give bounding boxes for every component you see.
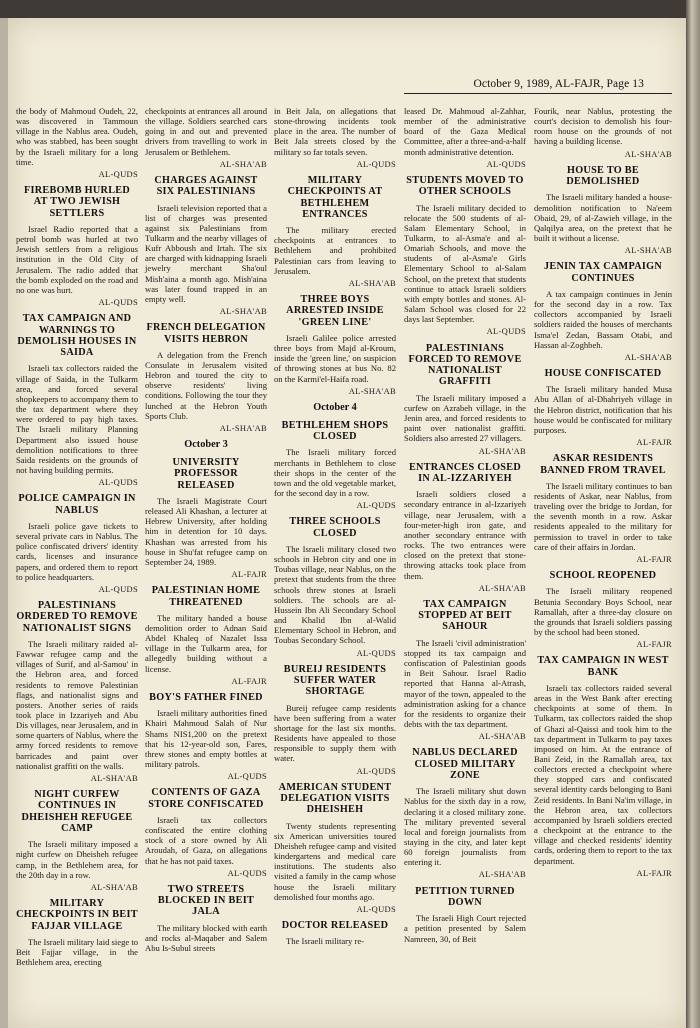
article-paragraph: The military erected checkpoints at entrances to Bethlehem and prohibited Palestinian cars from leaving to Jerusalem. [274,225,396,276]
source-credit: AL-QUDS [356,903,396,914]
article-headline: BOY'S FATHER FINED [149,691,263,703]
source-credit: AL-QUDS [227,867,267,878]
source-credit: AL-FAJR [636,867,672,878]
source-credit: AL-QUDS [486,158,526,169]
article-paragraph: the body of Mahmoud Oudeh, 22, was discovered in Tammoun village in the Nablus area. Oudeh, who was stabbed, has been sought by the Israeli military for a long time. [16,106,138,167]
date-heading: October 4 [313,401,357,413]
article-paragraph: The Israeli 'civil administration' stopped its tax campaign and confiscation of Palestinian goods in Beit Sahour. Israel Radio reported that Hanna al-Atrash, mayor of the town, appealed to the administration asking for a chance for the residents to organize their debts with the tax department. [404,637,526,729]
source-credit: AL-SHA'AB [478,731,526,742]
source-credit: AL-QUDS [227,771,267,782]
source-credit: AL-QUDS [356,647,396,658]
source-credit: AL-QUDS [356,500,396,511]
source-credit: AL-SHA'AB [219,306,267,317]
article-paragraph: Israel Radio reported that a petrol bomb was hurled at two Jewish settlers from a religious institution in the Old City of Jerusalem. The radio added that the bomb exploded on the road and no one was hurt. [16,223,138,295]
source-credit: AL-QUDS [98,583,138,594]
article-headline: CHARGES AGAINST SIX PALESTINIANS [154,174,258,198]
article-headline: THREE SCHOOLS CLOSED [289,516,381,539]
article-headline: UNIVERSITY PROFESSOR RELEASED [172,457,240,491]
page-header: October 9, 1989, AL-FAJR, Page 13 [473,78,644,90]
article-paragraph: A delegation from the French Consulate in Jerusalem visited Hebron and toured the city to observe residents' living conditions. Following the tour they lunched at the Hebron Youth Sports Club. [145,349,267,421]
article-paragraph: The Israeli High Court rejected a petition presented by Salem Namreen, 30, of Beit [404,913,526,944]
source-credit: AL-SHA'AB [624,148,672,159]
article-headline: AMERICAN STUDENT DELEGATION VISITS DHEISHEH [278,781,392,816]
scanner-left-edge [0,18,8,1028]
column-2 [145,106,267,955]
article-paragraph: The Israeli military imposed a curfew on Azrabeh village, in the Jenin area, and forced residents to paint over nationalist graffiti. Soldiers also arrested 27 villagers. [404,392,526,444]
article-headline: DOCTOR RELEASED [281,920,389,932]
article-headline: TAX CAMPAIGN STOPPED AT BEIT SAHOUR [418,598,512,633]
article-paragraph: The Israeli military imposed a night curfew on Dheisheh refugee camp, in the Bethlehem area, for the 20th day in a row. [16,839,138,880]
article-paragraph: Israeli Galilee police arrested three boys from Majd al-Kroum, inside the 'green line,' on suspicion of throwing stones at bus No. 82 on the Karmi'el-Haifa road. [274,332,396,384]
source-credit: AL-QUDS [98,168,138,179]
article-paragraph: The Israeli military handed a house-demolition notification to Na'eem Obaid, 29, of al-Zawieh village, in the Qalqilya area, on the pretext that he built it without a license. [534,192,672,243]
article-paragraph: The Israeli military reopened Betunia Secondary Boys School, near Ramallah, after a three-day closure on the grounds that Israeli soldiers passing by the school had been stoned. [534,586,672,637]
article-headline: ENTRANCES CLOSED IN AL-IZZARIYEH [408,461,522,484]
article-headline: POLICE CAMPAIGN IN NABLUS [18,493,136,516]
source-credit: AL-FAJR [636,437,672,448]
article-paragraph: The military blocked with earth and rocks al-Maqaber and Salem Abu Is-Subul streets [145,922,267,954]
article-headline: JENIN TAX CAMPAIGN CONTINUES [543,261,663,284]
source-credit: AL-SHA'AB [624,351,672,362]
source-credit: AL-SHA'AB [478,445,526,456]
article-paragraph: The Israeli military handed Musa Abu Allan of al-Dhahriyeh village in the Hebron district, notification that his house would be confiscated for military purposes. [534,384,672,435]
article-paragraph: Israeli police gave tickets to several private cars in Nablus. The police confiscated drivers' identity cards, licenses and insurance papers, and ordered them to report to police headquarters. [16,520,138,582]
column-1 [16,106,138,969]
article-paragraph: The Israeli military raided al-Fawwar refugee camp and the villages of Surif, and al-Samou' in the Hebron area, and forced residents to remove Palestinian flags, and nationalist signs and posters. Another series of raids took place in Izzariyeh and Abu Dis villages, near Jerusalem, and in some quarters of Nablus, where the army forced residents to remove barricades and paint over nationalist graffiti on the walls. [16,638,138,771]
source-credit: AL-SHA'AB [624,245,672,256]
article-paragraph: The Israeli military continues to ban residents of Askar, near Nablus, from traveling over the bridge to Jordan, for the seventh month in a row. Askar residents appealed to the military for permission to travel in order to take care of their affairs in Jordan. [534,480,672,552]
article-paragraph: The Israeli military closed two schools in Hebron city and one in Toubas village, near Nablus, on the pretext that students from the three schools threw stones at Israeli soldiers. The schools are al-Hussein Ibn Ali Secondary School and Khalid Ibn al-Walid Elementary School in Hebron, and Toubas Secondary School. [274,544,396,646]
article-paragraph: The Israeli Magistrate Court released Ali Khashan, a lecturer at Hebrew University, after holding him in detention for 10 days. Khashan was arrested from his house in Shu'fat refugee camp on September 24, 1989. [145,495,267,567]
article-headline: HOUSE TO BE DEMOLISHED [566,164,640,188]
source-credit: AL-QUDS [356,765,396,776]
article-paragraph: Bureij refugee camp residents have been suffering from a water shortage for the last six months. Residents have appealed to those responsible to supply them with water. [274,702,396,764]
article-headline: ASKAR RESIDENTS BANNED FROM TRAVEL [540,453,666,476]
scanner-right-edge [686,0,700,1028]
source-credit: AL-FAJR [636,639,672,650]
source-credit: AL-SHA'AB [219,422,267,433]
article-paragraph: A tax campaign continues in Jenin for the second day in a row. Tax collectors accompanied by Israeli soldiers raided the houses of merchants Isma'el Zedan, Bassam Otabi, and Hassan al-Zoghbeh. [534,288,672,350]
article-headline: NIGHT CURFEW CONTINUES IN DHEISHEH REFUGEE CAMP [21,789,133,834]
article-paragraph: Fourik, near Nablus, protesting the court's decision to demolish his four-room house on the grounds of not having a building license. [534,106,672,147]
source-credit: AL-QUDS [98,477,138,488]
article-paragraph: Israeli military authorities fined Khairi Mahmoud Salah of Nur Shams NIS1,200 on the pretext that his 12-year-old son, Fares, threw stones and empty bottles at military patrols. [145,708,267,769]
article-paragraph: The Israeli military laid siege to Beit Fajjar village, in the Bethlehem area, erecting [16,936,139,968]
article-headline: BETHLEHEM SHOPS CLOSED [281,419,389,443]
article-headline: PALESTINIANS ORDERED TO REMOVE NATIONALIST SIGNS [16,599,138,634]
article-headline: NABLUS DECLARED CLOSED MILITARY ZONE [412,747,518,781]
article-paragraph: leased Dr. Mahmoud al-Zahhar, member of the administrative board of the Gaza Medical Committee, after a three-and-a-half month administrative detention. [404,106,526,157]
source-credit: AL-QUDS [356,158,396,169]
article-paragraph: Israeli television reported that a list of charges was presented against six Palestinians from Tulkarm and the nearby villages of Kufr Abboush and Irtah. The six are charged with kidnapping Israeli jewelry merchant Sha'oul Mish'aina a month ago. Mish'aina was later found trapped in an empty well. [145,202,267,304]
source-credit: AL-FAJR [636,553,672,564]
article-headline: SCHOOL REOPENED [549,570,657,582]
article-headline: STUDENTS MOVED TO OTHER SCHOOLS [406,174,524,198]
article-headline: PALESTINIANS FORCED TO REMOVE NATIONALIST GRAFFITI [408,342,522,388]
article-paragraph: The military handed a house demolition order to Adnan Said Abdel Khaleq of Nazalet Issa village in the Tulkarm area, for allegedly building without a license. [145,612,267,674]
source-credit: AL-SHA'AB [348,277,396,288]
article-paragraph: The Israeli military decided to relocate the 500 students of al-Salam Elementary School, in Tulkarm, to al-Asma'e and al-Omariah Schools, and move the students of al-Asma'e Girls Elementary School to al-Salam School, on the pretext that students continue to attack Israeli soldiers with empty bottles and stones. Al-Salam School was closed for 22 days last September. [404,202,526,325]
article-headline: TWO STREETS BLOCKED IN BEIT JALA [157,883,255,918]
article-paragraph: Twenty students representing six American universities toured Dheisheh refugee camp and visited kindergartens and medical care institutions. The students also visited a family in the camp whose house the Israeli military demolished four months ago. [274,820,396,902]
article-headline: MILITARY CHECKPOINTS AT BETHLEHEM ENTRANCES [287,174,383,220]
column-3 [274,106,396,948]
article-headline: FRENCH DELEGATION VISITS HEBRON [146,322,266,345]
article-headline: THREE BOYS ARRESTED INSIDE 'GREEN LINE' [286,294,384,328]
article-paragraph: Israeli soldiers closed a secondary entrance in al-Izzariyeh village, near Jerusalem, with a four-meter-high iron gate, and another secondary entrance with rocks. The two entrances were closed on the pretext that stone-throwing attacks took place from them. [404,489,526,581]
scanner-top-edge [0,0,700,18]
date-heading: October 3 [184,439,228,451]
article-paragraph: Israeli tax collectors raided the village of Saida, in the Tulkarm area, and forced several shopkeepers to accompany them to the tax department where they were ordered to pay high taxes. The Israeli military Planning Department also issued house demolition notifications to three Saida residents on the grounds of not having building permits. [16,363,138,475]
article-headline: PALESTINIAN HOME THREATENED [151,585,261,608]
article-headline: TAX CAMPAIGN IN WEST BANK [537,655,669,678]
article-headline: MILITARY CHECKPOINTS IN BEIT FAJJAR VILLAGE [16,898,138,932]
source-credit: AL-SHA'AB [348,385,396,396]
article-headline: CONTENTS OF GAZA STORE CONFISCATED [148,787,264,810]
source-credit: AL-SHA'AB [478,869,526,880]
column-4 [404,106,526,946]
article-headline: BUREIJ RESIDENTS SUFFER WATER SHORTAGE [283,663,387,698]
column-5 [534,106,672,882]
source-credit: AL-QUDS [486,326,526,337]
article-paragraph: The Israeli military forced merchants in Bethlehem to close their shops in the center of the town and the old vegetable market, for the second day in a row. [274,447,396,499]
source-credit: AL-SHA'AB [90,881,138,892]
article-headline: TAX CAMPAIGN AND WARNINGS TO DEMOLISH HOUSES IN SAIDA [17,313,137,359]
newspaper-page [8,18,686,1028]
source-credit: AL-SHA'AB [478,582,526,593]
article-paragraph: The Israeli military re- [286,936,365,947]
article-paragraph: Israeli tax collectors raided several areas in the West Bank after erecting checkpoints at some of them. In Tulkarm, tax collectors raided the shop of Ghazi al-Qaissi and took him to the tax department in Tulkarm to pay taxes imposed on him. At the entrance of Bani Zeid, in the Ramallah area, tax collectors erected a checkpoint where they stopped cars and confiscated several identity cards belonging to Bani Zeid residents. In Bani Na'im village, in the Hebron area, tax collectors accompanied by Israeli soldiers erected a checkpoint at the entrance to the village and checked residents' identity cards, ordering them to report to the tax department. [534,682,672,866]
article-headline: FIREBOMB HURLED AT TWO JEWISH SETTLERS [23,185,131,219]
article-headline: PETITION TURNED DOWN [415,885,515,908]
source-credit: AL-SHA'AB [90,772,138,783]
source-credit: AL-FAJR [231,675,267,686]
source-credit: AL-QUDS [98,297,138,308]
header-rule [404,93,672,94]
article-paragraph: Israeli tax collectors confiscated the entire clothing stock of a store owned by Ali Aroudah, of Gaza, on allegations that he has not paid taxes. [145,814,267,866]
article-paragraph: checkpoints at entrances all around the village. Soldiers searched cars going in and out and prevented drivers from travelling to work in Jerusalem or Bethlehem. [145,106,267,157]
article-headline: HOUSE CONFISCATED [544,368,662,379]
article-paragraph: in Beit Jala, on allegations that stone-throwing incidents took place in the area. The number of Beit Jala streets closed by the military so far totals seven. [274,106,396,157]
source-credit: AL-SHA'AB [219,158,267,169]
article-paragraph: The Israeli military shut down Nablus for the sixth day in a row, declaring it a closed military zone. The military prevented several local and foreign journalists from staying in the city, and later kept 60 foreign journalists from entering it. [404,786,526,868]
source-credit: AL-FAJR [231,569,267,580]
